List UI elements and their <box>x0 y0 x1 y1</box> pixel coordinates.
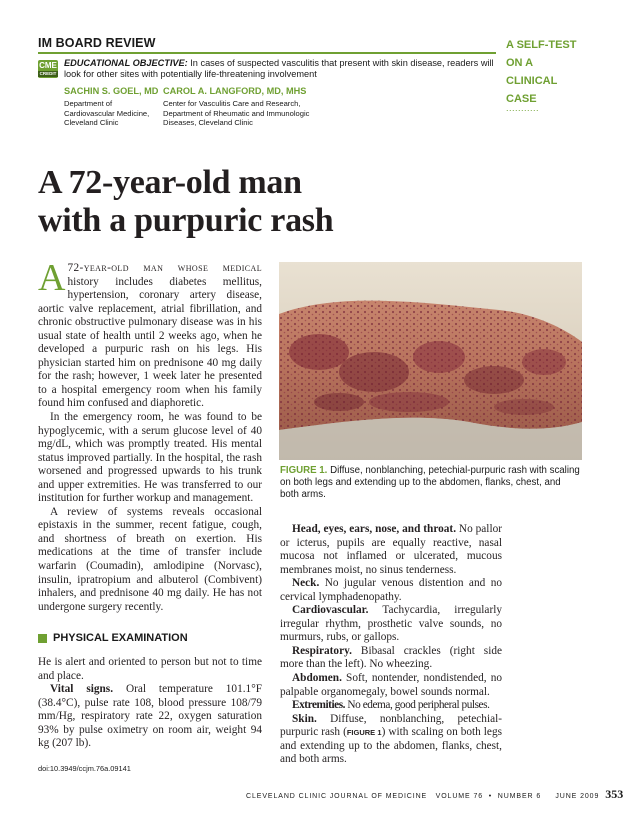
cme-badge-bottom: CREDIT <box>39 71 57 76</box>
runin-heading: Respiratory. <box>292 644 352 657</box>
author-block <box>64 85 164 128</box>
body-text: Soft, nontender, nondistended, no palpable organomegaly, bowel sounds normal. <box>280 672 502 698</box>
objective-lead: EDUCATIONAL OBJECTIVE: <box>64 58 188 68</box>
body-paragraph <box>38 257 262 411</box>
drop-cap: A <box>38 257 66 299</box>
runin-heading: Cardiovascular. <box>292 604 369 617</box>
body-paragraph: In the emergency room, he was found to be hypoglycemic, with a serum glucose level of 40 mg/dL, which was promptly treated. His mental status improved partially. In the hospital, the rash worsened and progressed upwards to his trunk and upper extremities. He was transferred to our institution for further workup and management. <box>38 411 262 505</box>
self-test-tag-line: CLINICAL <box>506 75 558 87</box>
author-affiliation: Center for Vasculitis Care and Research, Department of Rheumatic and Immunologic Diseases, Cleveland Clinic <box>163 99 310 128</box>
runin-heading: Extremities. <box>292 699 346 712</box>
author-affiliation: Department of Cardiovascular Medicine, Cleveland Clinic <box>64 99 150 128</box>
figure-caption-lead: FIGURE 1. <box>280 465 328 476</box>
author-name: SACHIN S. GOEL, MD <box>64 86 159 96</box>
runin-heading: Neck. <box>292 577 320 590</box>
body-paragraph <box>280 604 502 645</box>
body-column-left-lower <box>38 656 262 751</box>
author-block <box>163 85 318 128</box>
body-text: Bibasal crackles (right side more than the left). No wheezing. <box>280 644 502 671</box>
section-label: IM BOARD REVIEW <box>38 36 156 50</box>
body-text: Diffuse, nonblanching, petechial-purpuric rash ( <box>280 712 502 739</box>
body-text: Oral temperature 101.1°F (38.4°C), pulse rate 108, blood pressure 108/79 mm/Hg, respiratory rate 22, oxygen saturation 93% by pulse oximetry on room air, weight 94 kg (207 lb). <box>38 683 262 750</box>
self-test-tag-line: CASE <box>506 93 537 105</box>
body-paragraph <box>38 683 262 751</box>
intro-smallcaps: 72-year-old man whose medical <box>67 262 262 274</box>
body-text: history includes diabetes mellitus, hypertension, coronary artery disease, aortic valve replacement, atrial fibrillation, and chronic obstructive pulmonary disease was in his usual state of health until 2 weeks ago, when he developed a purpuric rash on his legs. His physician started him on prednisone 40 mg daily for the rash; however, 1 week later he presented to a hospital emergency room when his family found him confused and diaphoretic. <box>38 275 262 410</box>
body-paragraph <box>280 672 502 699</box>
body-text: No edema, good peripheral pulses. <box>345 699 490 712</box>
body-column-right <box>280 523 502 767</box>
page-number: 353 <box>605 787 623 801</box>
figure-caption <box>280 465 580 500</box>
header-rule <box>38 52 496 54</box>
objective-text: In cases of suspected vasculitis that present with skin disease, readers will look for other sites with potentially life-threatening involvement <box>64 58 494 80</box>
self-test-tag-line: ON A <box>506 57 534 69</box>
self-test-tag-line: A SELF-TEST <box>506 39 577 51</box>
article-title <box>38 164 458 240</box>
body-paragraph: He is alert and oriented to person but not to time and place. <box>38 656 262 682</box>
body-paragraph: A review of systems reveals occasional epistaxis in the summer, recent fatigue, cough, and shortness of breath on exertion. His medications at the time of transfer include warfarin (Coumadin), amlodipine (Norvasc), insulin, ipratropium and albuterol (Combivent) inhalers, and prednisone 40 mg daily. He has not undergone surgery recently. <box>38 505 262 613</box>
body-paragraph <box>280 645 502 672</box>
body-paragraph <box>280 523 502 577</box>
page-footer <box>246 787 623 802</box>
body-paragraph <box>280 713 502 767</box>
section-heading-text: PHYSICAL EXAMINATION <box>53 632 188 644</box>
body-text: Tachycardia, irregularly irregular rhythm, prosthetic valve sounds, no murmurs, rubs, or gallops. <box>280 604 502 644</box>
body-text: No jugular venous distention and no cervical lymphadenopathy. <box>280 577 502 603</box>
journal-footer: CLEVELAND CLINIC JOURNAL OF MEDICINE VOLUME 76 • NUMBER 6 JUNE 2009 <box>246 793 600 800</box>
cme-badge-top: CME <box>39 61 57 70</box>
runin-heading: Abdomen. <box>292 672 342 685</box>
figure-caption-text: Diffuse, nonblanching, petechial-purpuric rash with scaling on both legs and extending up to the abdomen, flanks, chest, and both arms. <box>280 465 580 500</box>
runin-heading: Vital signs. <box>50 683 114 696</box>
cme-credit-icon <box>38 60 58 78</box>
article-title-line: A 72-year-old man <box>38 164 302 201</box>
article-title-line: with a purpuric rash <box>38 202 334 239</box>
section-square-icon <box>38 634 47 643</box>
section-heading <box>38 632 188 644</box>
self-test-tag <box>506 36 586 108</box>
body-text: No pallor or icterus, pupils are equally reactive, nasal mucosa not inflamed or ulcerated, mucous membranes moist, no sinus tenderness. <box>280 523 502 576</box>
self-test-dots: ........... <box>506 103 540 113</box>
body-paragraph <box>280 577 502 604</box>
rash-photo <box>279 262 582 460</box>
figure-reference: FIGURE 1 <box>346 728 382 738</box>
author-name: CAROL A. LANGFORD, MD, MHS <box>163 86 307 96</box>
doi: doi:10.3949/ccjm.76a.09141 <box>38 764 131 773</box>
body-text: ) with scaling on both legs and extending up to the abdomen, flanks, chest, and both arms. <box>280 726 502 766</box>
runin-heading: Head, eyes, ears, nose, and throat. <box>292 523 457 535</box>
body-paragraph <box>280 699 502 713</box>
educational-objective <box>64 58 496 81</box>
runin-heading: Skin. <box>292 712 317 725</box>
body-column-left <box>38 257 262 614</box>
